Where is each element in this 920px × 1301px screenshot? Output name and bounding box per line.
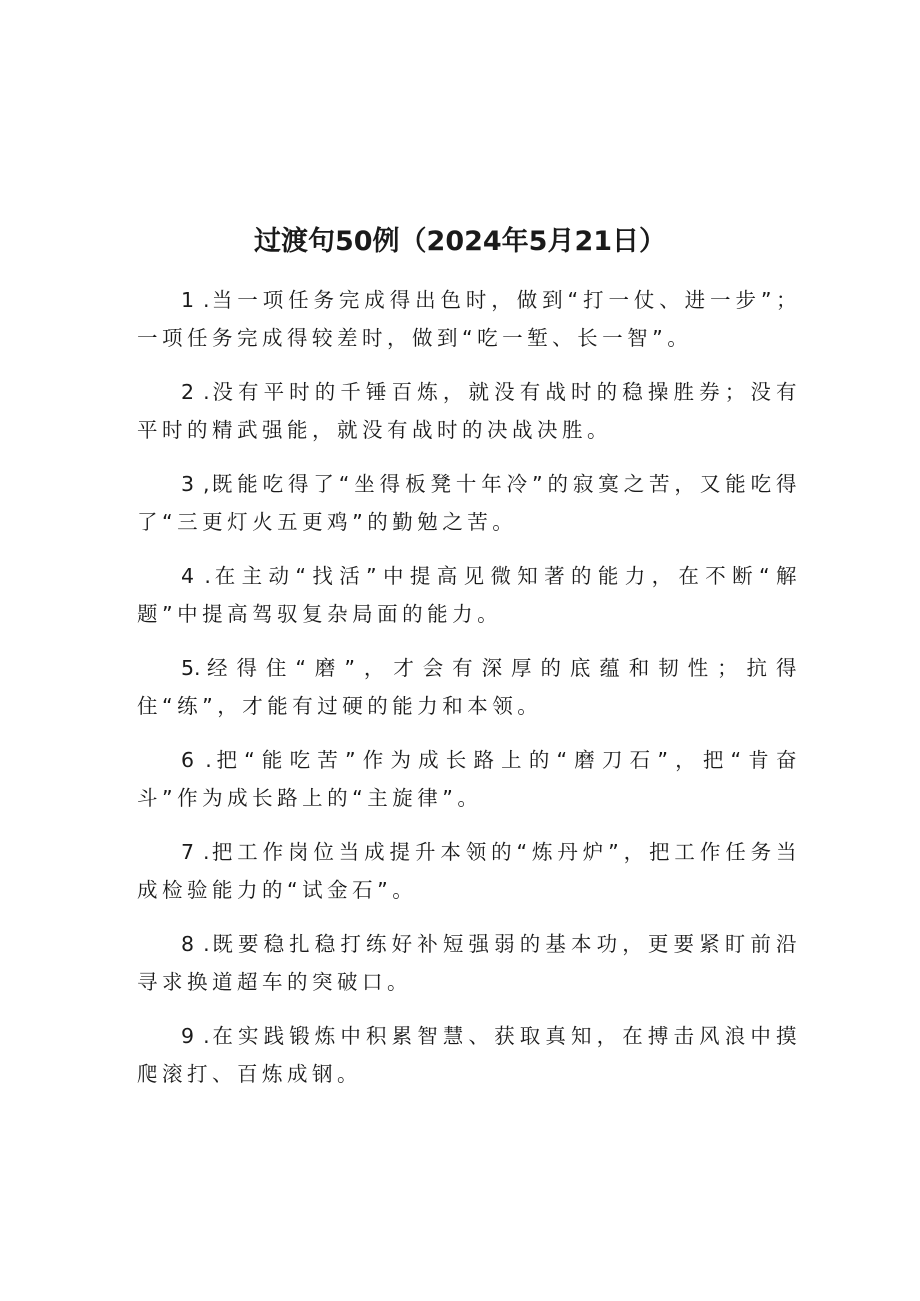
- item-text: 既要稳扎稳打练好补短强弱的基本功，更要紧盯前沿寻求换道超车的突破口。: [137, 932, 801, 994]
- item-number: 1: [181, 288, 195, 312]
- item-separator: .: [194, 380, 212, 404]
- list-item: [137, 281, 801, 373]
- list-item: [137, 1017, 801, 1109]
- item-number: 9: [181, 1024, 195, 1048]
- item-text: 经得住“磨”，才会有深厚的底蕴和韧性；抗得住“练”，才能有过硬的能力和本领。: [137, 656, 801, 718]
- item-text: 没有平时的千锤百炼，就没有战时的稳操胜券；没有平时的精武强能，就没有战时的决战决胜。: [137, 380, 801, 442]
- item-number: 2: [181, 380, 195, 404]
- item-text: 把工作岗位当成提升本领的“炼丹炉”，把工作任务当成检验能力的“试金石”。: [137, 840, 801, 902]
- item-separator: .: [194, 288, 212, 312]
- item-text: 把“能吃苦”作为成长路上的“磨刀石”，把“肯奋斗”作为成长路上的“主旋律”。: [137, 748, 801, 810]
- item-separator: ,: [194, 472, 212, 496]
- item-separator: .: [194, 748, 214, 772]
- list-item: [137, 649, 801, 741]
- item-number: 3: [181, 472, 195, 496]
- item-number: 5: [181, 656, 195, 680]
- item-number: 7: [181, 840, 195, 864]
- list-item: [137, 465, 801, 557]
- item-text: 在实践锻炼中积累智慧、获取真知，在搏击风浪中摸爬滚打、百炼成钢。: [137, 1024, 801, 1086]
- item-number: 6: [181, 748, 195, 772]
- item-number: 4: [181, 564, 195, 588]
- item-list: [137, 281, 801, 1109]
- list-item: [137, 557, 801, 649]
- list-item: [137, 833, 801, 925]
- item-separator: .: [194, 564, 213, 588]
- document-title: 过渡句50例（2024年5月21日）: [253, 226, 667, 257]
- list-item: [137, 741, 801, 833]
- item-text: 既能吃得了“坐得板凳十年冷”的寂寞之苦，又能吃得了“三更灯火五更鸡”的勤勉之苦。: [137, 472, 801, 534]
- item-number: 8: [181, 932, 195, 956]
- item-separator: .: [194, 840, 212, 864]
- item-text: 当一项任务完成得出色时，做到“打一仗、进一步”；一项任务完成得较差时，做到“吃一堑、长一智”。: [137, 288, 801, 350]
- item-separator: .: [194, 1024, 212, 1048]
- item-text: 在主动“找活”中提高见微知著的能力，在不断“解题”中提高驾驭复杂局面的能力。: [137, 564, 801, 626]
- item-separator: .: [194, 656, 203, 680]
- item-separator: .: [194, 932, 212, 956]
- list-item: [137, 925, 801, 1017]
- list-item: [137, 373, 801, 465]
